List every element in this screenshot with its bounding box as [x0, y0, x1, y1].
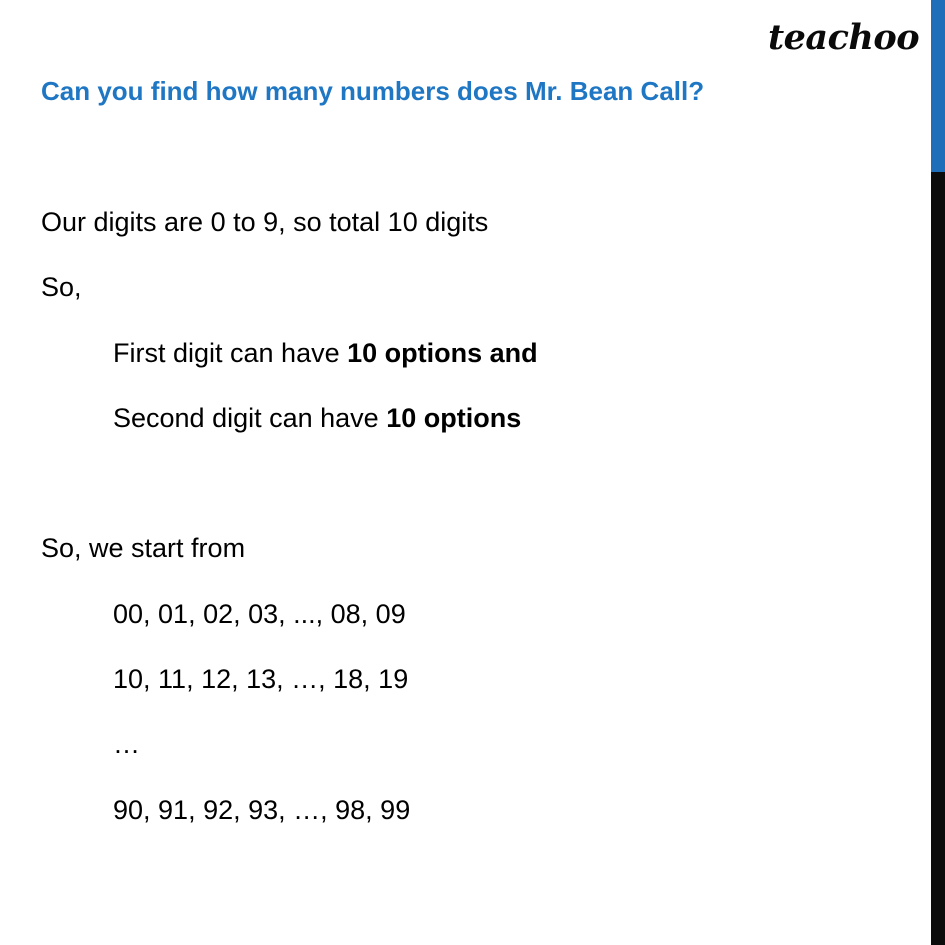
- accent-side-bar: [931, 0, 945, 172]
- number-row-0: 00, 01, 02, 03, ..., 08, 09: [113, 599, 406, 629]
- so-text: So,: [41, 272, 82, 302]
- first-digit-line: [113, 335, 538, 371]
- number-row-1: 10, 11, 12, 13, …, 18, 19: [113, 664, 409, 694]
- ellipsis-row: …: [113, 729, 140, 759]
- start-from-text: So, we start from: [41, 533, 246, 563]
- second-digit-line: [113, 400, 521, 436]
- question-heading: Can you find how many numbers does Mr. Bean Call?: [41, 76, 705, 106]
- second-digit-options: 10 options: [386, 403, 522, 433]
- dark-side-bar: [931, 172, 945, 945]
- teachoo-logo: teachoo: [768, 17, 920, 58]
- digits-intro-text: Our digits are 0 to 9, so total 10 digits: [41, 207, 489, 237]
- second-digit-text: Second digit can have: [113, 403, 387, 433]
- first-digit-text: First digit can have: [113, 338, 348, 368]
- first-digit-options: 10 options and: [347, 338, 538, 368]
- number-row-9: 90, 91, 92, 93, …, 98, 99: [113, 795, 411, 825]
